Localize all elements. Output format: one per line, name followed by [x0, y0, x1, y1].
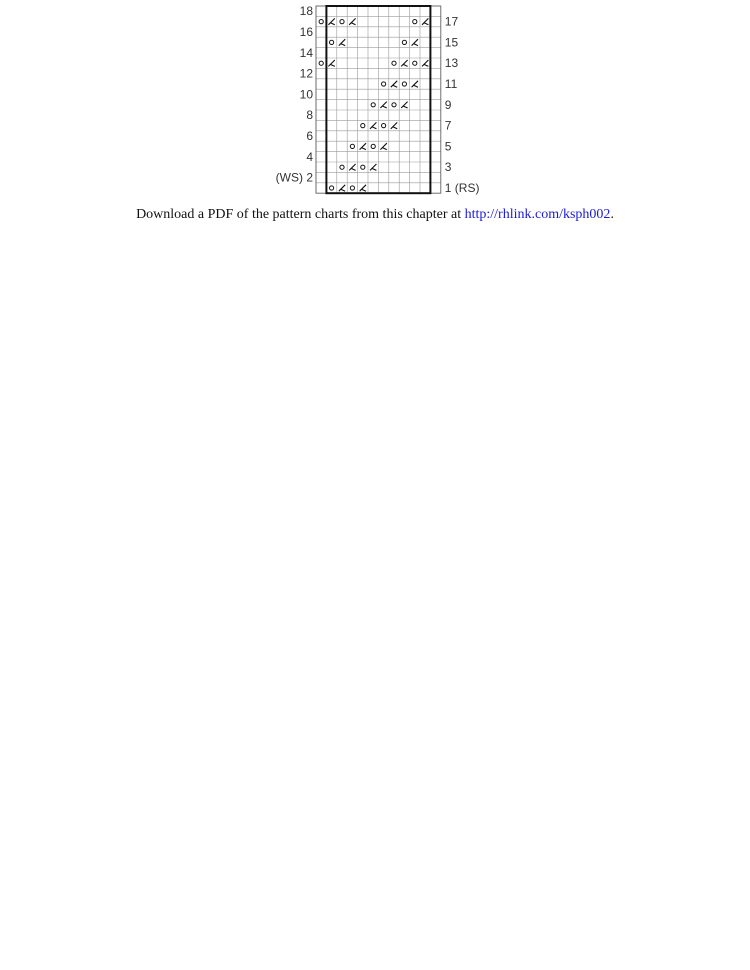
row-label-left: 14	[299, 45, 313, 60]
k2tog-symbol	[370, 122, 376, 128]
k2tog-stroke	[401, 102, 407, 108]
k2tog-stroke	[380, 102, 386, 108]
k2tog-symbol	[380, 143, 386, 149]
k2tog-stroke	[412, 81, 418, 87]
k2tog-symbol	[412, 81, 418, 87]
row-label-left: 12	[299, 66, 313, 81]
row-label-left: 8	[306, 108, 313, 123]
k2tog-symbol	[412, 39, 418, 45]
row-label-left: 4	[306, 149, 313, 164]
k2tog-stroke	[422, 18, 428, 24]
row-label-right: 13	[444, 56, 459, 71]
k2tog-stroke	[412, 39, 418, 45]
row-label-right: 11	[444, 77, 458, 91]
k2tog-symbol	[422, 18, 428, 24]
row-label-left: (WS) 2	[275, 170, 313, 185]
yarn-over-symbol	[382, 82, 386, 86]
yarn-over-symbol	[340, 20, 344, 24]
k2tog-stroke	[339, 185, 345, 191]
k2tog-symbol	[339, 39, 345, 45]
row-label-left: 6	[306, 129, 313, 143]
k2tog-symbol	[370, 164, 376, 170]
row-label-right: 1 (RS)	[444, 181, 480, 195]
knitting-chart	[270, 0, 480, 200]
k2tog-symbol	[360, 143, 366, 149]
row-label-right: 17	[444, 14, 459, 29]
k2tog-stroke	[380, 143, 386, 149]
row-label-left: 16	[299, 25, 313, 39]
yarn-over-symbol	[402, 82, 406, 86]
row-label-right: 7	[444, 118, 452, 133]
yarn-over-symbol	[413, 61, 417, 65]
k2tog-stroke	[349, 164, 355, 170]
k2tog-stroke	[360, 185, 366, 191]
yarn-over-symbol	[319, 61, 323, 65]
yarn-over-symbol	[319, 20, 323, 24]
yarn-over-symbol	[371, 103, 375, 107]
k2tog-stroke	[391, 122, 397, 128]
yarn-over-symbol	[340, 165, 344, 169]
row-label-left: 18	[299, 4, 313, 19]
k2tog-stroke	[328, 18, 334, 24]
k2tog-stroke	[360, 143, 366, 149]
k2tog-stroke	[370, 122, 376, 128]
k2tog-symbol	[401, 60, 407, 66]
yarn-over-symbol	[361, 124, 365, 128]
k2tog-stroke	[422, 60, 428, 66]
k2tog-stroke	[391, 81, 397, 87]
yarn-over-symbol	[330, 40, 334, 44]
yarn-over-symbol	[350, 186, 354, 190]
yarn-over-symbol	[392, 61, 396, 65]
caption-text: Download a PDF of the pattern charts from this chapter at	[136, 207, 465, 222]
yarn-over-symbol	[350, 144, 354, 148]
k2tog-symbol	[391, 122, 397, 128]
yarn-over-symbol	[392, 103, 396, 107]
row-label-right: 5	[444, 139, 452, 154]
k2tog-stroke	[401, 60, 407, 66]
row-label-right: 3	[444, 160, 452, 175]
k2tog-symbol	[422, 60, 428, 66]
k2tog-symbol	[380, 102, 386, 108]
caption-suffix: .	[610, 207, 614, 222]
k2tog-symbol	[401, 102, 407, 108]
yarn-over-symbol	[361, 165, 365, 169]
yarn-over-symbol	[371, 144, 375, 148]
pdf-link[interactable]: http://rhlink.com/ksph002	[464, 207, 611, 222]
row-label-right: 9	[444, 97, 452, 112]
k2tog-symbol	[360, 185, 366, 191]
yarn-over-symbol	[413, 20, 417, 24]
k2tog-symbol	[349, 164, 355, 170]
download-caption	[0, 207, 750, 223]
k2tog-stroke	[328, 60, 334, 66]
k2tog-symbol	[339, 185, 345, 191]
k2tog-stroke	[349, 18, 355, 24]
k2tog-stroke	[370, 164, 376, 170]
yarn-over-symbol	[382, 124, 386, 128]
row-label-right: 15	[444, 35, 459, 50]
k2tog-symbol	[328, 18, 334, 24]
k2tog-symbol	[349, 18, 355, 24]
k2tog-symbol	[391, 81, 397, 87]
k2tog-symbol	[328, 60, 334, 66]
yarn-over-symbol	[402, 40, 406, 44]
yarn-over-symbol	[330, 186, 334, 190]
row-label-left: 10	[299, 87, 313, 102]
chart-grid	[270, 0, 480, 200]
k2tog-stroke	[339, 39, 345, 45]
